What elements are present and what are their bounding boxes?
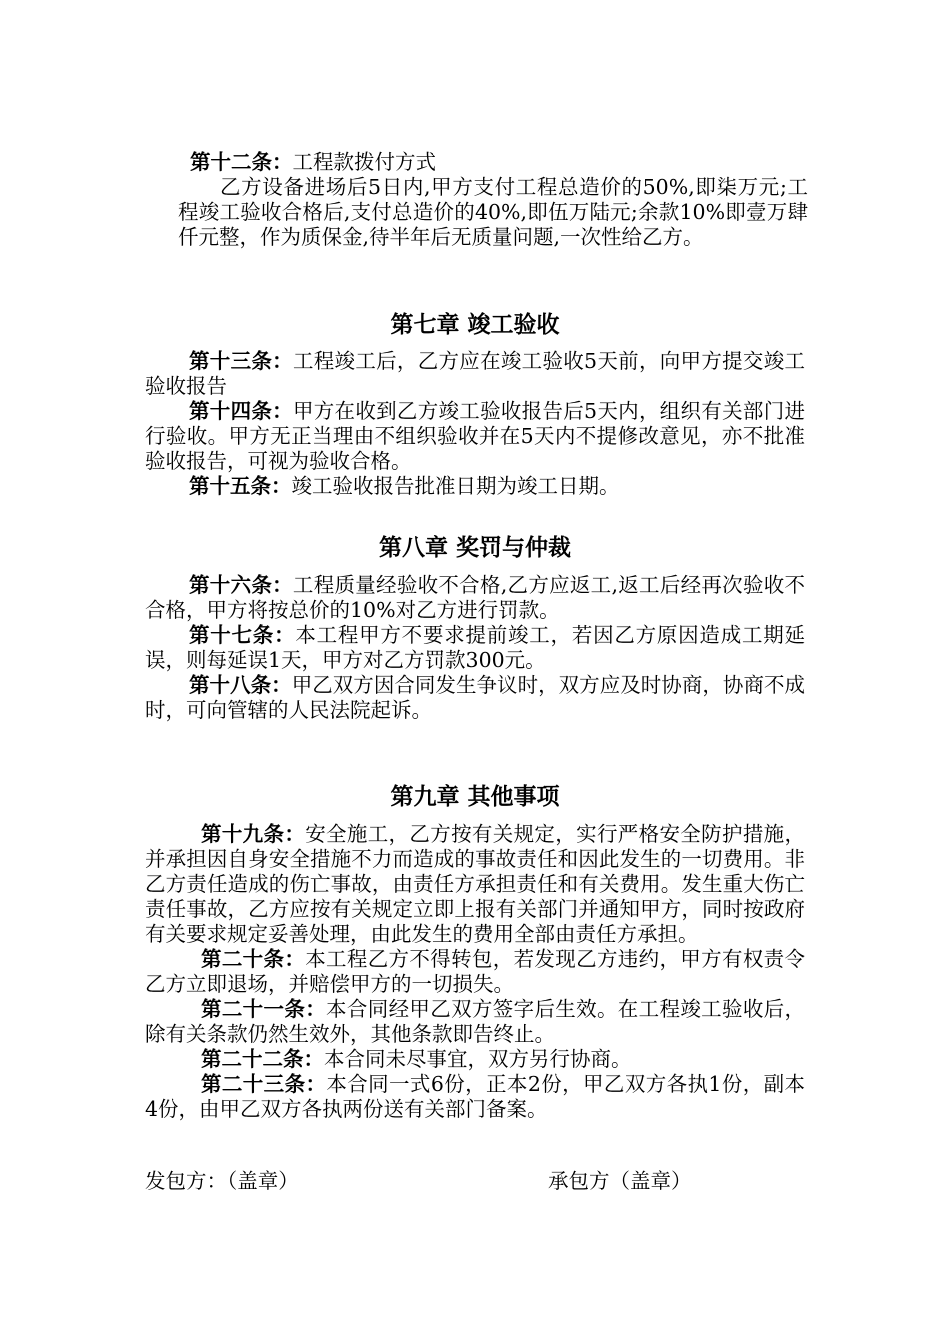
article-20 (145, 947, 805, 997)
article-13 (145, 349, 805, 399)
article-text: 甲乙双方因合同发生争议时，双方应及时协商，协商不成时，可向管辖的人民法院起诉。 (145, 673, 806, 722)
article-label: 第二十一条： (201, 997, 327, 1021)
article-text: 本合同未尽事宜，双方另行协商。 (324, 1047, 632, 1071)
article-text: 本工程乙方不得转包，若发现乙方违约，甲方有权责令乙方立即退场，并赔偿甲方的一切损失。 (145, 947, 806, 996)
signature-party-b: 承包方（盖章） (548, 1169, 692, 1193)
article-21 (145, 997, 805, 1047)
article-12 (178, 150, 808, 250)
article-text: 工程质量经验收不合格,乙方应返工,返工后经再次验收不合格，甲方将按总价的10%对乙方进行罚款。 (145, 573, 806, 622)
article-23 (145, 1072, 805, 1122)
article-12-paragraph: 乙方设备进场后5日内,甲方支付工程总造价的50%,即柒万元;工程竣工验收合格后,支付总造价的40%,即伍万陆元;余款10%即壹万肆仟元整，作为质保金,待半年后无质量问题,一次性给乙方。 (178, 175, 808, 249)
article-text: 竣工验收报告批准日期为竣工日期。 (291, 474, 620, 498)
chapter-9-title: 第九章 其他事项 (390, 783, 560, 810)
article-label: 第二十二条： (201, 1047, 324, 1071)
article-label: 第十八条： (189, 673, 292, 697)
article-17 (145, 623, 805, 673)
article-12-heading-line (178, 150, 808, 175)
article-18 (145, 673, 805, 723)
article-label: 第十六条： (189, 573, 293, 597)
article-label: 第二十三条： (201, 1072, 327, 1096)
article-15 (145, 474, 805, 499)
chapter-7-title: 第七章 竣工验收 (390, 311, 560, 338)
article-14 (145, 399, 805, 474)
article-label: 第十二条： (190, 150, 293, 174)
chapter-8-title: 第八章 奖罚与仲裁 (378, 534, 571, 561)
article-label: 第十九条： (201, 822, 306, 846)
article-label: 第十五条： (189, 474, 292, 498)
article-label: 第十四条： (189, 399, 293, 423)
article-label: 第十七条： (189, 623, 296, 647)
article-text: 本合同一式6份，正本2份，甲乙双方各执1份，副本4份，由甲乙双方各执两份送有关部门备案。 (145, 1072, 805, 1121)
article-19 (145, 822, 805, 947)
chapter-7-body (145, 349, 805, 499)
article-16 (145, 573, 805, 623)
article-label: 第二十条： (201, 947, 306, 971)
article-text: 本合同经甲乙双方签字后生效。在工程竣工验收后，除有关条款仍然生效外，其他条款即告终止。 (145, 997, 806, 1046)
article-text: 甲方在收到乙方竣工验收报告后5天内，组织有关部门进行验收。甲方无正当理由不组织验收并在5天内不提修改意见，亦不批准验收报告，可视为验收合格。 (145, 399, 806, 473)
article-label: 第十三条： (189, 349, 293, 373)
article-text: 安全施工，乙方按有关规定，实行严格安全防护措施，并承担因自身安全措施不力而造成的事故责任和因此发生的一切费用。非乙方责任造成的伤亡事故，由责任方承担责任和有关费用。发生重大伤亡责任事故，乙方应按有关规定立即上报有关部门并通知甲方，同时按政府有关要求规定妥善处理，由此发生的费用全部由责任方承担。 (145, 822, 806, 946)
article-22 (145, 1047, 805, 1072)
article-text: 本工程甲方不要求提前竣工，若因乙方原因造成工期延误，则每延误1天，甲方对乙方罚款300元。 (145, 623, 806, 672)
signature-party-a: 发包方：（盖章） (145, 1169, 299, 1193)
article-text: 工程款拨付方式 (292, 150, 436, 174)
article-text: 工程竣工后，乙方应在竣工验收5天前，向甲方提交竣工验收报告 (145, 349, 806, 398)
chapter-9-body (145, 822, 805, 1122)
chapter-8-body (145, 573, 805, 723)
